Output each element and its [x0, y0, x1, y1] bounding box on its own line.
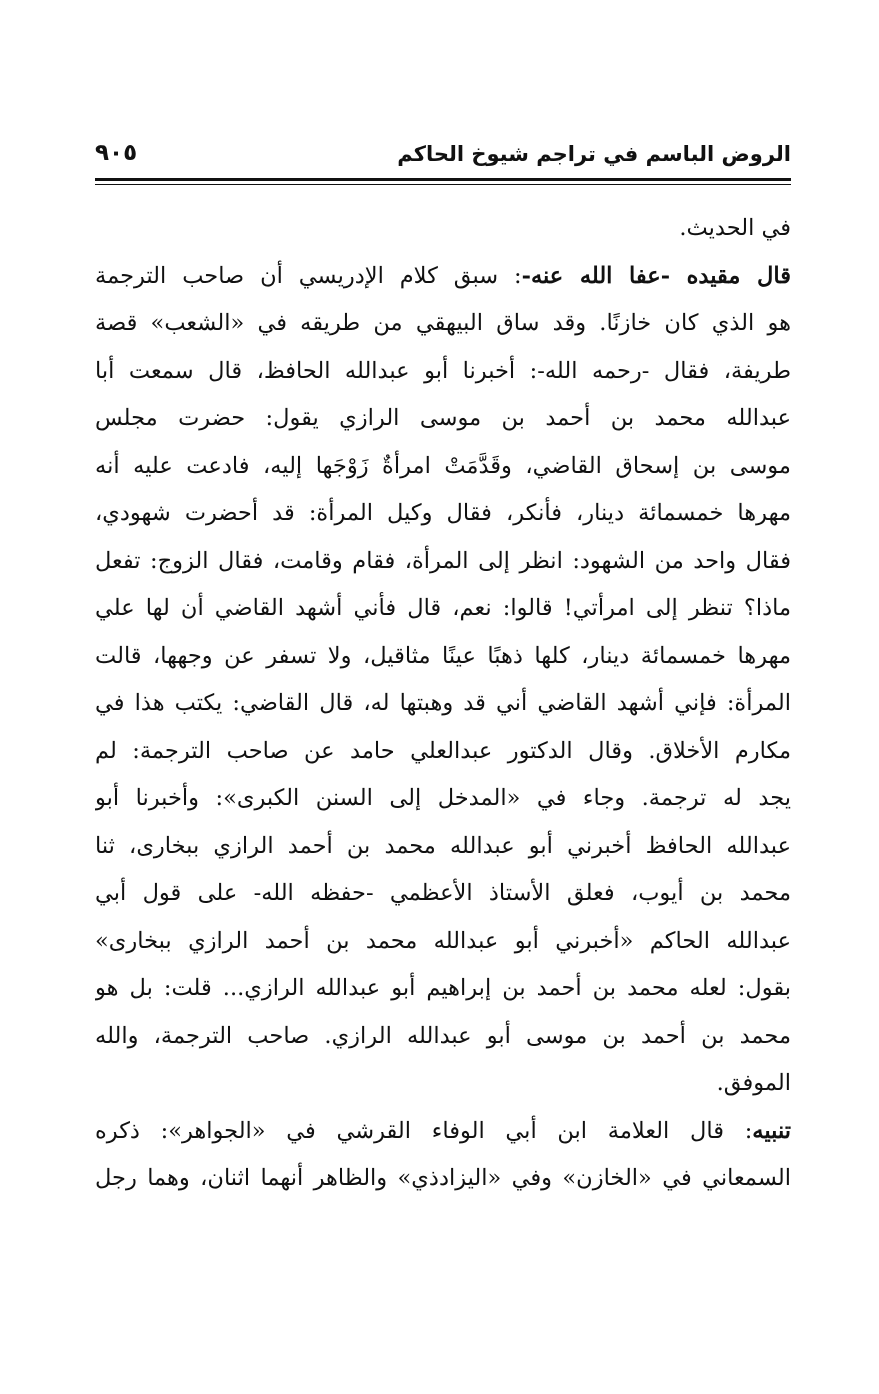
- text-line: محمد بن أيوب، فعلق الأستاذ الأعظمي -حفظه الله- على قول أبي: [95, 880, 791, 906]
- text-line: محمد بن أحمد بن موسى أبو عبدالله الرازي. صاحب الترجمة، والله: [95, 1022, 791, 1049]
- text-line: قال مقيده -عفا الله عنه-: سبق كلام الإدريسي أن صاحب الترجمة: [95, 262, 791, 289]
- page-number: ٩٠٥: [95, 140, 138, 166]
- header-rule-thick: [95, 178, 791, 181]
- text-line: في الحديث.: [679, 215, 791, 241]
- text-line: الموفق.: [716, 1070, 791, 1096]
- text-line: ماذا؟ تنظر إلى امرأتي! قالوا: نعم، قال فأني أشهد القاضي أن لها علي: [95, 595, 791, 621]
- text-line: بقول: لعله محمد بن أحمد بن إبراهيم أبو عبدالله الرازي... قلت: بل هو: [95, 975, 791, 1001]
- paragraph-lead: قال مقيده -عفا الله عنه-: [521, 262, 791, 289]
- text-line: مكارم الأخلاق. وقال الدكتور عبدالعلي حامد عن صاحب الترجمة: لم: [95, 737, 791, 764]
- body-text: [95, 205, 791, 1203]
- text-line: المرأة: فإني أشهد القاضي أني قد وهبتها له، قال القاضي: يكتب هذا في: [95, 690, 791, 716]
- text-line: هو الذي كان خازنًا. وقد ساق البيهقي من طريقه في «الشعب» قصة: [95, 310, 791, 336]
- text-line: طريفة، فقال -رحمه الله-: أخبرنا أبو عبدالله الحافظ، قال سمعت أبا: [95, 357, 791, 384]
- header-rule-thin: [95, 184, 791, 185]
- text-line: السمعاني في «الخازن» وفي «اليزادذي» والظاهر أنهما اثنان، وهما رجل: [95, 1165, 791, 1191]
- text-line: عبدالله الحافظ أخبرني أبو عبدالله محمد بن أحمد الرازي ببخارى، ثنا: [95, 832, 791, 859]
- text-line: مهرها خمسمائة دينار، كلها ذهبًا عينًا مثاقيل، ولا تسفر عن وجهها، قالت: [95, 642, 791, 669]
- text-line: عبدالله محمد بن أحمد بن موسى الرازي يقول: حضرت مجلس: [95, 405, 791, 431]
- text-line: يجد له ترجمة. وجاء في «المدخل إلى السنن الكبرى»: وأخبرنا أبو: [95, 785, 791, 811]
- text-line: مهرها خمسمائة دينار، فأنكر، فقال وكيل المرأة: قد أحضرت شهودي،: [95, 500, 791, 526]
- text-line: موسى بن إسحاق القاضي، وقَدَّمَتْ امرأةٌ زَوْجَها إليه، فادعت عليه أنه: [95, 452, 791, 479]
- text-line: فقال واحد من الشهود: انظر إلى المرأة، فقام وقامت، فقال الزوج: تفعل: [95, 547, 791, 574]
- paragraph-lead: تنبيه: [752, 1117, 791, 1144]
- page-header: [95, 140, 791, 178]
- text-line: تنبيه: قال العلامة ابن أبي الوفاء القرشي في «الجواهر»: ذكره: [95, 1117, 791, 1144]
- text-line: عبدالله الحاكم «أخبرني أبو عبدالله محمد بن أحمد الرازي ببخارى»: [95, 927, 791, 954]
- running-title: الروض الباسم في تراجم شيوخ الحاكم: [397, 142, 791, 166]
